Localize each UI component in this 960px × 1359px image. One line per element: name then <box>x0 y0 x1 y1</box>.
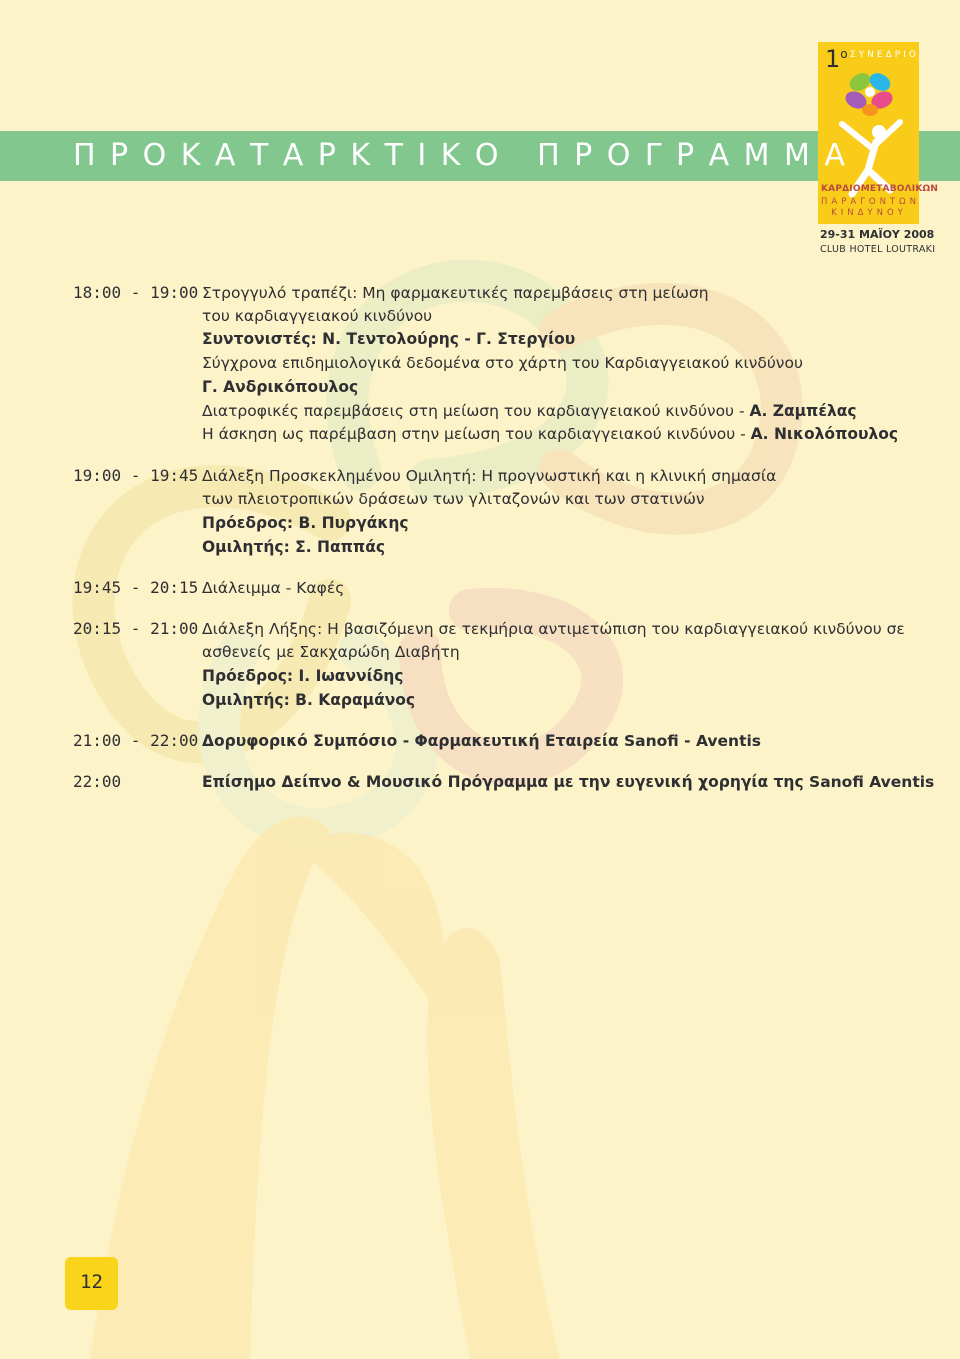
congress-dates: 29-31 ΜΑΪΟΥ 2008 <box>820 228 935 241</box>
logo-congress-label: ΣΥΝΕΔΡΙΟ <box>850 50 919 60</box>
session-chairs: Συντονιστές: Ν. Τεντολούρης - Γ. Στεργίου <box>202 330 576 348</box>
speaker-name: Α. Νικολόπουλος <box>750 425 899 443</box>
session-line: Η άσκηση ως παρέμβαση στην μείωση του καρδιαγγειακού κινδύνου - Α. Νικολόπουλος <box>202 425 899 443</box>
page-title: ΠΡΟΚΑΤΑΡΚΤΙΚΟ ΠΡΟΓΡΑΜΜΑ <box>73 138 860 173</box>
session-time: 19:00 - 19:45 <box>73 466 199 485</box>
session-time: 22:00 <box>73 772 122 791</box>
session-speaker: Ομιλητής: Σ. Παππάς <box>202 538 386 556</box>
session-line: Δορυφορικό Συμπόσιο - Φαρμακευτική Εταιρεία Sanofi - Aventis <box>202 732 762 750</box>
logo-line-1: ΚΑΡΔΙΟΜΕΤΑΒΟΛΙΚΩΝ <box>821 184 939 194</box>
session-line: Επίσημο Δείπνο & Μουσικό Πρόγραμμα με την ευγενική χορηγία της Sanofi Aventis <box>202 773 935 791</box>
session-line: των πλειοτροπικών δράσεων των γλιταζονών και των στατινών <box>202 490 705 508</box>
session-line: ασθενείς με Σακχαρώδη Διαβήτη <box>202 643 460 661</box>
session-speaker: Γ. Ανδρικόπουλος <box>202 378 359 396</box>
session-line: του καρδιαγγειακού κινδύνου <box>202 307 433 325</box>
session-time: 18:00 - 19:00 <box>73 283 199 302</box>
logo-line-3: ΚΙΝΔΥΝΟΥ <box>831 208 907 218</box>
session-time: 21:00 - 22:00 <box>73 731 199 750</box>
session-line: Διάλειμμα - Καφές <box>202 579 345 597</box>
session-speaker: Ομιλητής: Β. Καραμάνος <box>202 691 416 709</box>
logo-edition-number: $1^o$ <box>825 45 848 73</box>
logo-line-2: ΠΑΡΑΓΟΝΤΩΝ <box>821 197 920 207</box>
session-chair: Πρόεδρος: Ι. Ιωαννίδης <box>202 667 404 685</box>
session-line: Διατροφικές παρεμβάσεις στη μείωση του καρδιαγγειακού κινδύνου - Α. Ζαμπέλας <box>202 402 857 420</box>
session-time: 20:15 - 21:00 <box>73 619 199 638</box>
session-chair: Πρόεδρος: Β. Πυργάκης <box>202 514 409 532</box>
session-line: Στρογγυλό τραπέζι: Μη φαρμακευτικές παρεμβάσεις στη μείωση <box>202 284 709 302</box>
flower-icon <box>842 64 898 124</box>
session-line: Διάλεξη Λήξης: Η βασιζόμενη σε τεκμήρια αντιμετώπιση του καρδιαγγειακού κινδύνου σε <box>202 620 905 638</box>
page-number: 12 <box>80 1271 103 1293</box>
page-number-badge <box>65 1257 118 1310</box>
congress-venue: CLUB HOTEL LOUTRAKI <box>820 244 936 255</box>
session-line: Σύγχρονα επιδημιολογικά δεδομένα στο χάρτη του Καρδιαγγειακού κινδύνου <box>202 354 803 372</box>
session-time: 19:45 - 20:15 <box>73 578 199 597</box>
speaker-name: Α. Ζαμπέλας <box>749 402 857 420</box>
session-line: Διάλεξη Προσκεκλημένου Ομιλητή: Η προγνωστική και η κλινική σημασία <box>202 467 777 485</box>
